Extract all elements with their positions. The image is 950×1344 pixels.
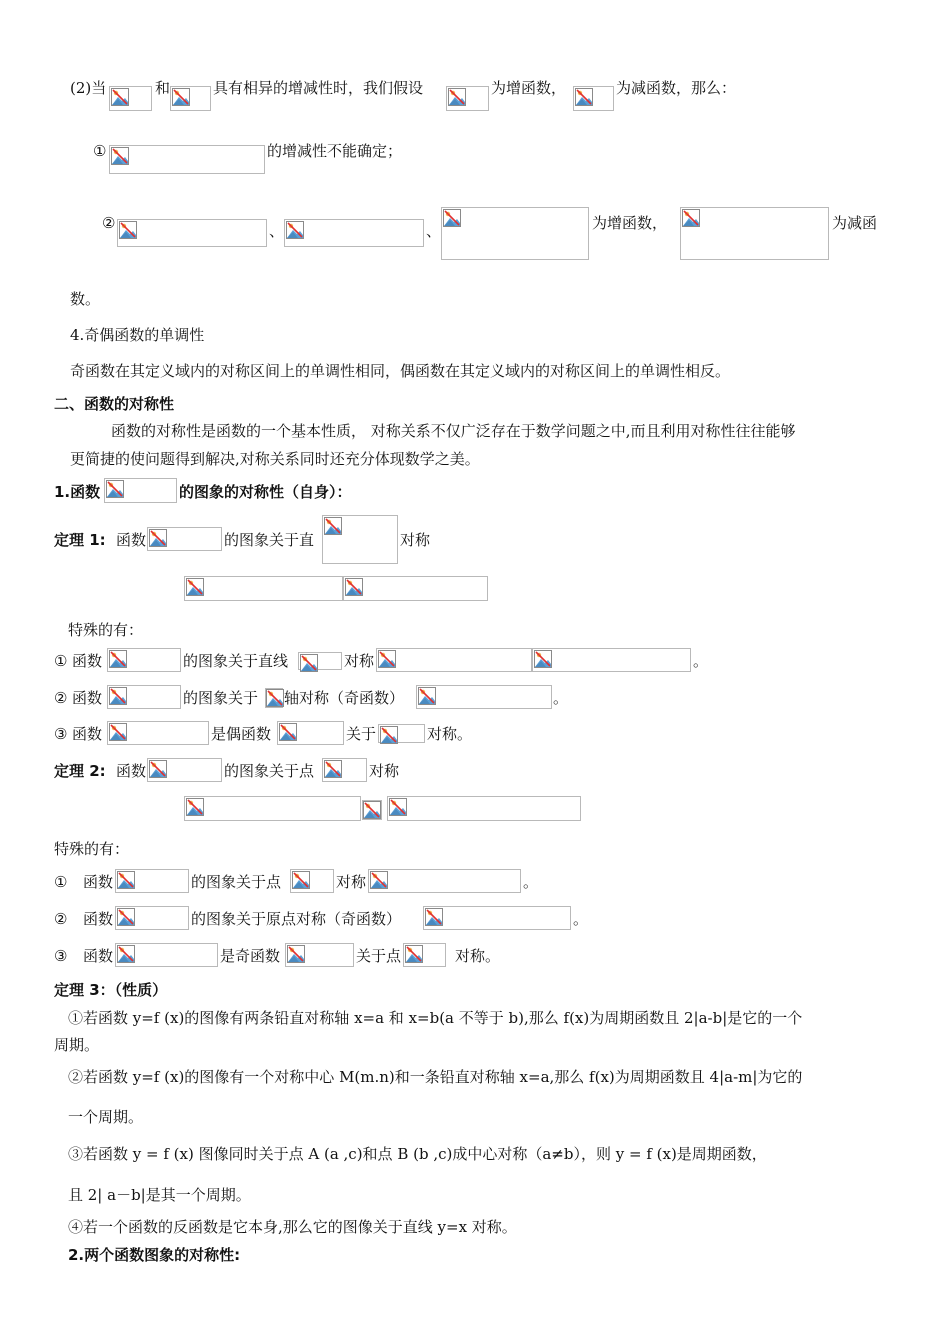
s2-i3-mid: 是奇函数 [220, 947, 281, 965]
broken-image-icon [117, 945, 135, 963]
line2-num: ① [93, 142, 107, 160]
broken-image-icon [111, 88, 129, 106]
thm1-label: 定理 1: [54, 531, 106, 549]
line3-num: ② [102, 214, 116, 232]
s2-i2-end: 。 [573, 910, 589, 928]
line1-prefix: (2)当 [70, 79, 107, 97]
formula-image [284, 219, 424, 247]
formula-image [322, 758, 367, 782]
s1-i1-end: 。 [693, 652, 709, 670]
formula-image [376, 648, 532, 672]
s2-i3-fn: 函数 [83, 947, 114, 965]
broken-image-icon [117, 908, 135, 926]
thm3-p1b: 周期。 [54, 1036, 100, 1054]
line1-dec: 为减函数，那么： [616, 79, 737, 97]
s1-i3-about: 关于 [346, 725, 377, 743]
s1-i2-mid: 的图象关于 [183, 689, 259, 707]
s2-i1-fn: 函数 [83, 873, 114, 891]
broken-image-icon [534, 650, 552, 668]
s2-i2-mid: 的图象关于原点对称（奇函数） [191, 910, 402, 928]
broken-image-icon [300, 654, 318, 672]
broken-image-icon [345, 578, 363, 596]
s2-i1-sym: 对称 [336, 873, 367, 891]
thm3-p2a: ②若函数 y=f (x)的图像有一个对称中心 M(m.n)和一条铅直对称轴 x=a,那么 f(x)为周期函数且 4|a-m|为它的 [68, 1068, 803, 1086]
broken-image-icon [266, 689, 284, 707]
formula-image [416, 685, 552, 709]
broken-image-icon [106, 480, 124, 498]
line3-dec: 为减函 [832, 214, 878, 232]
s1-i1-fn: 函数 [72, 652, 103, 670]
broken-image-icon [448, 88, 466, 106]
thm2-end: 对称 [369, 762, 400, 780]
formula-image [532, 648, 691, 672]
broken-image-icon [324, 760, 342, 778]
s1-i1-sym: 对称 [344, 652, 375, 670]
broken-image-icon [575, 88, 593, 106]
thm2-mid: 的图象关于点 [224, 762, 315, 780]
broken-image-icon [109, 723, 127, 741]
s1-i3-end: 对称。 [427, 725, 473, 743]
broken-image-icon [287, 945, 305, 963]
formula-image [277, 721, 344, 745]
s2-i1-end: 。 [523, 873, 539, 891]
broken-image-icon [111, 147, 129, 165]
broken-image-icon [682, 209, 700, 227]
formula-image [423, 906, 571, 930]
s1-i3-mid: 是偶函数 [211, 725, 272, 743]
broken-image-icon [109, 687, 127, 705]
sec4-title: 4.奇偶函数的单调性 [70, 326, 205, 344]
s1-i2-fn: 函数 [72, 689, 103, 707]
formula-image [446, 86, 489, 111]
thm3-label: 定理 3：（性质） [54, 981, 168, 999]
formula-image [109, 86, 152, 111]
formula-image [117, 219, 267, 247]
thm2-fn: 函数 [116, 762, 147, 780]
s1-i2-num: ② [54, 689, 68, 707]
s2-i1-mid: 的图象关于点 [191, 873, 282, 891]
formula-image [104, 478, 177, 503]
thm3-p2b: 一个周期。 [68, 1108, 144, 1126]
line1-and: 和 [155, 79, 171, 97]
thm3-p1a: ①若函数 y=f (x)的图像有两条铅直对称轴 x=a 和 x=b(a 不等于 b),那么 f(x)为周期函数且 2|a-b|是它的一个 [68, 1009, 803, 1027]
formula-image [170, 86, 211, 111]
formula-image [147, 758, 222, 782]
broken-image-icon [443, 209, 461, 227]
formula-image [107, 685, 181, 709]
broken-image-icon [286, 221, 304, 239]
broken-image-icon [370, 871, 388, 889]
sec4-body: 奇函数在其定义域内的对称区间上的单调性相同，偶函数在其定义域内的对称区间上的单调性相反。 [70, 362, 731, 380]
broken-image-icon [324, 517, 342, 535]
broken-image-icon [149, 760, 167, 778]
formula-image [147, 527, 222, 551]
s1-i3-num: ③ [54, 725, 68, 743]
formula-image [368, 869, 521, 893]
s1-i2-axis: 轴对称（奇函数） [284, 689, 405, 707]
broken-image-icon [186, 798, 204, 816]
broken-image-icon [425, 908, 443, 926]
formula-image [378, 724, 425, 743]
broken-image-icon [389, 798, 407, 816]
formula-image [387, 796, 581, 821]
broken-image-icon [149, 529, 167, 547]
formula-image [107, 648, 181, 672]
s2-i3-end: 对称。 [455, 947, 501, 965]
s2-i3-num: ③ [54, 947, 68, 965]
formula-image [441, 207, 589, 260]
thm1-mid: 的图象关于直 [224, 531, 315, 549]
broken-image-icon [380, 726, 398, 744]
line1-inc: 为增函数， [491, 79, 567, 97]
thm2-label: 定理 2: [54, 762, 106, 780]
line3-tail: 数。 [70, 290, 101, 308]
formula-image [107, 721, 209, 745]
formula-image [184, 796, 361, 821]
broken-image-icon [279, 723, 297, 741]
broken-image-icon [186, 578, 204, 596]
thm3-p3b: 且 2| a－b|是其一个周期。 [68, 1186, 251, 1204]
broken-image-icon [119, 221, 137, 239]
formula-image [285, 943, 354, 967]
formula-image [115, 906, 189, 930]
thm3-p3a: ③若函数 y = f (x) 图像同时关于点 A (a ,c)和点 B (b ,c)成中心对称（a≠b），则 y = f (x)是周期函数， [68, 1145, 767, 1163]
s1-i1-num: ① [54, 652, 68, 670]
broken-image-icon [405, 945, 423, 963]
formula-image [322, 515, 398, 564]
special2-title: 特殊的有： [54, 840, 130, 858]
formula-image [290, 869, 334, 893]
line3-sep1: 、 [269, 222, 285, 240]
broken-image-icon [172, 88, 190, 106]
thm1-end: 对称 [400, 531, 431, 549]
sub1-suffix: 的图象的对称性（自身）： [179, 483, 352, 501]
formula-image [343, 576, 488, 601]
sec2-intro1: 函数的对称性是函数的一个基本性质， 对称关系不仅广泛存在于数学问题之中,而且利用对称性往往能够 [111, 422, 796, 440]
formula-image [298, 652, 342, 670]
broken-image-icon [117, 871, 135, 889]
s1-i3-fn: 函数 [72, 725, 103, 743]
formula-image [403, 943, 446, 967]
s1-i1-mid: 的图象关于直线 [183, 652, 289, 670]
sec2-intro2: 更简捷的使问题得到解决,对称关系同时还充分体现数学之美。 [70, 450, 480, 468]
sec2-title: 二、函数的对称性 [54, 395, 175, 413]
sub1-prefix: 1.函数 [54, 483, 101, 501]
thm1-fn: 函数 [116, 531, 147, 549]
broken-image-icon [418, 687, 436, 705]
formula-image [115, 943, 218, 967]
line2-text: 的增减性不能确定； [267, 142, 403, 160]
special1-title: 特殊的有： [68, 621, 144, 639]
formula-image [573, 86, 614, 111]
line3-sep2: 、 [426, 222, 442, 240]
s2-i2-num: ② [54, 910, 68, 928]
s2-i2-fn: 函数 [83, 910, 114, 928]
formula-image [184, 576, 343, 601]
formula-image [265, 688, 283, 708]
broken-image-icon [109, 650, 127, 668]
s2-i1-num: ① [54, 873, 68, 891]
line1-mid: 具有相异的增减性时，我们假设 [213, 79, 424, 97]
formula-image [680, 207, 829, 260]
sub2-title: 2.两个函数图象的对称性: [68, 1246, 241, 1264]
line3-inc: 为增函数， [592, 214, 668, 232]
broken-image-icon [363, 801, 381, 819]
thm3-p4: ④若一个函数的反函数是它本身,那么它的图像关于直线 y=x 对称。 [68, 1218, 517, 1236]
formula-image [115, 869, 189, 893]
formula-image [109, 145, 265, 174]
broken-image-icon [378, 650, 396, 668]
formula-image [362, 800, 382, 820]
s1-i2-end: 。 [553, 689, 569, 707]
broken-image-icon [292, 871, 310, 889]
s2-i3-about: 关于点 [356, 947, 402, 965]
